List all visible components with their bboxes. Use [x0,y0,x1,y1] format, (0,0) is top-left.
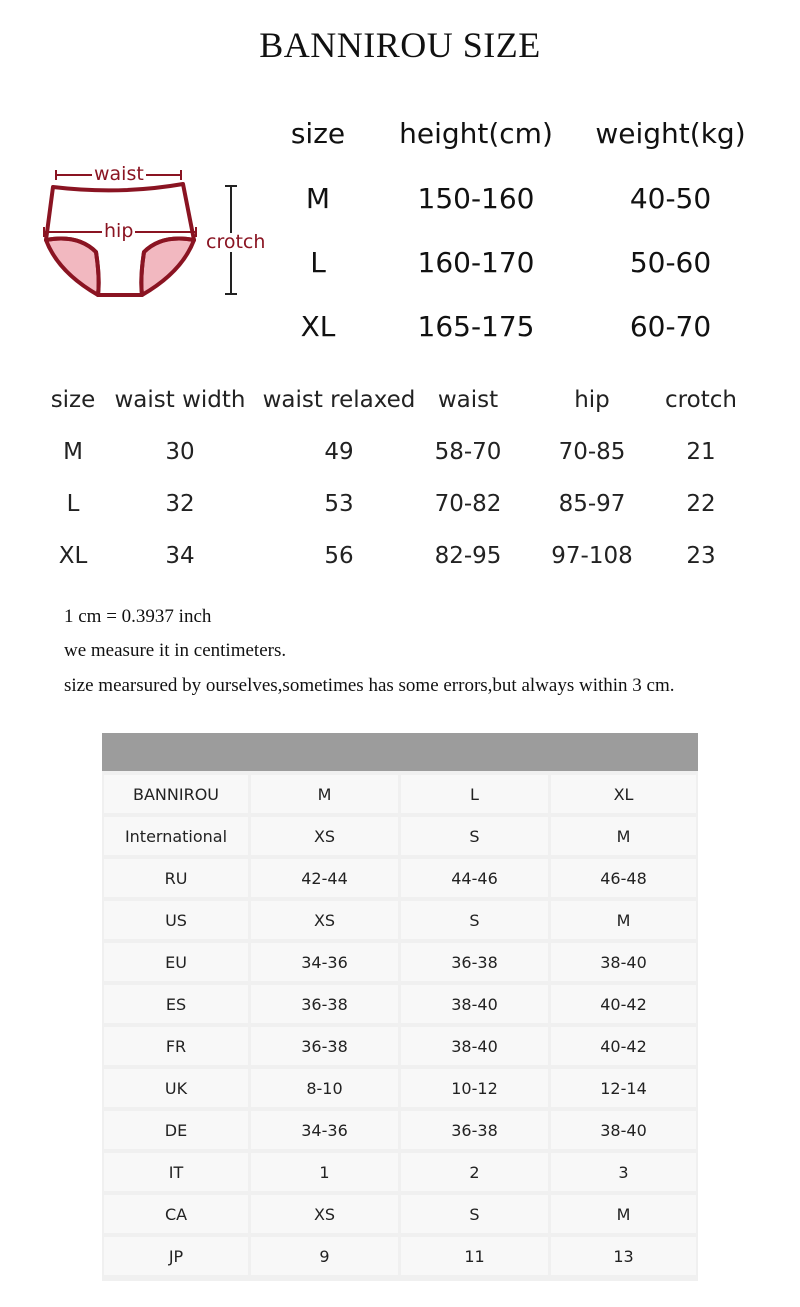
table-cell: 82-95 [434,543,502,569]
table-cell: S [401,817,548,855]
column-header: height(cm) [399,117,553,150]
table-row [102,983,698,1025]
row-label-cell: JP [104,1237,248,1275]
table-cell: M [63,439,83,465]
table-cell: L [401,775,548,813]
row-label-cell: IT [104,1153,248,1191]
table-cell: 40-50 [629,182,712,215]
table-cell: 38-40 [551,943,696,981]
column-header: waist [437,387,499,413]
row-label-cell: FR [104,1027,248,1065]
table-cell: 44-46 [401,859,548,897]
table-cell: 1 [251,1153,398,1191]
table-cell: 3 [551,1153,696,1191]
table-cell: 9 [251,1237,398,1275]
table-cell: XL [300,310,336,343]
note-conversion: 1 cm = 0.3937 inch [64,606,212,627]
table-row [102,1109,698,1151]
table-cell: 36-38 [401,1111,548,1149]
table-cell: 38-40 [551,1111,696,1149]
column-header: weight(kg) [595,117,746,150]
hip-label: hip [104,220,134,242]
table-cell: 36-38 [251,1027,398,1065]
table-row [102,1025,698,1067]
size-conversion-table [102,733,698,1281]
table-cell: 32 [165,491,195,517]
measurement-diagram [38,160,278,310]
row-label-cell: UK [104,1069,248,1107]
table-cell: 34 [165,543,195,569]
note-units: we measure it in centimeters. [64,640,287,661]
note-disclaimer: size mearsured by ourselves,sometimes has some errors,but always within 3 cm. [64,675,675,696]
row-label-cell: CA [104,1195,248,1233]
table-cell: XS [251,817,398,855]
table-cell: 36-38 [401,943,548,981]
table-cell: 150-160 [417,182,535,215]
table-cell: 46-48 [551,859,696,897]
table-cell: 165-175 [417,310,535,343]
table-cell: XS [251,901,398,939]
table-row [102,773,698,815]
table-cell: 2 [401,1153,548,1191]
table-cell: M [551,901,696,939]
table-cell: 42-44 [251,859,398,897]
table-cell: 8-10 [251,1069,398,1107]
table-row [102,1151,698,1193]
table-cell: 97-108 [551,543,633,569]
table-cell: 34-36 [251,943,398,981]
row-label-cell: International [104,817,248,855]
column-header: size [290,117,346,150]
table-row [102,899,698,941]
table-row [102,815,698,857]
waist-label: waist [94,163,144,185]
table-cell: 11 [401,1237,548,1275]
table-cell: 40-42 [551,985,696,1023]
table-row [102,941,698,983]
column-header: waist relaxed [262,387,416,413]
table-cell: 49 [324,439,354,465]
table-cell: 160-170 [417,246,535,279]
table-cell: 36-38 [251,985,398,1023]
table-cell: 53 [324,491,354,517]
column-header: size [50,387,96,413]
crotch-label: crotch [206,231,266,253]
table-row [102,1193,698,1235]
table-cell: 30 [165,439,195,465]
table-cell: 85-97 [558,491,626,517]
table-cell: 22 [686,491,716,517]
row-label-cell: RU [104,859,248,897]
table-cell: 13 [551,1237,696,1275]
row-label-cell: US [104,901,248,939]
row-label-cell: EU [104,943,248,981]
table-cell: L [310,246,326,279]
table-cell: 70-82 [434,491,502,517]
table-cell: 23 [686,543,716,569]
table-cell: S [401,901,548,939]
table-cell: XL [58,543,88,569]
row-label-cell: BANNIROU [104,775,248,813]
table-cell: M [305,182,331,215]
table-cell: 56 [324,543,354,569]
table-cell: 38-40 [401,985,548,1023]
table-cell: L [66,491,80,517]
column-header: crotch [665,387,737,413]
table-cell: 70-85 [558,439,626,465]
column-header: waist width [114,387,246,413]
table-cell: 60-70 [629,310,712,343]
table-row [102,1067,698,1109]
table-header-bar [102,733,698,771]
table-cell: 38-40 [401,1027,548,1065]
table-cell: S [401,1195,548,1233]
table-cell: M [551,1195,696,1233]
table-cell: 12-14 [551,1069,696,1107]
table-cell: 34-36 [251,1111,398,1149]
table-row [102,857,698,899]
table-cell: M [251,775,398,813]
page-title: BANNIROU SIZE [259,25,541,65]
column-header: hip [574,387,610,413]
row-label-cell: DE [104,1111,248,1149]
table-cell: 58-70 [434,439,502,465]
table-cell: 40-42 [551,1027,696,1065]
table-row [102,1235,698,1277]
table-cell: 21 [686,439,716,465]
table-cell: XL [551,775,696,813]
table-cell: 10-12 [401,1069,548,1107]
row-label-cell: ES [104,985,248,1023]
table-cell: 50-60 [629,246,712,279]
table-cell: XS [251,1195,398,1233]
table-cell: M [551,817,696,855]
